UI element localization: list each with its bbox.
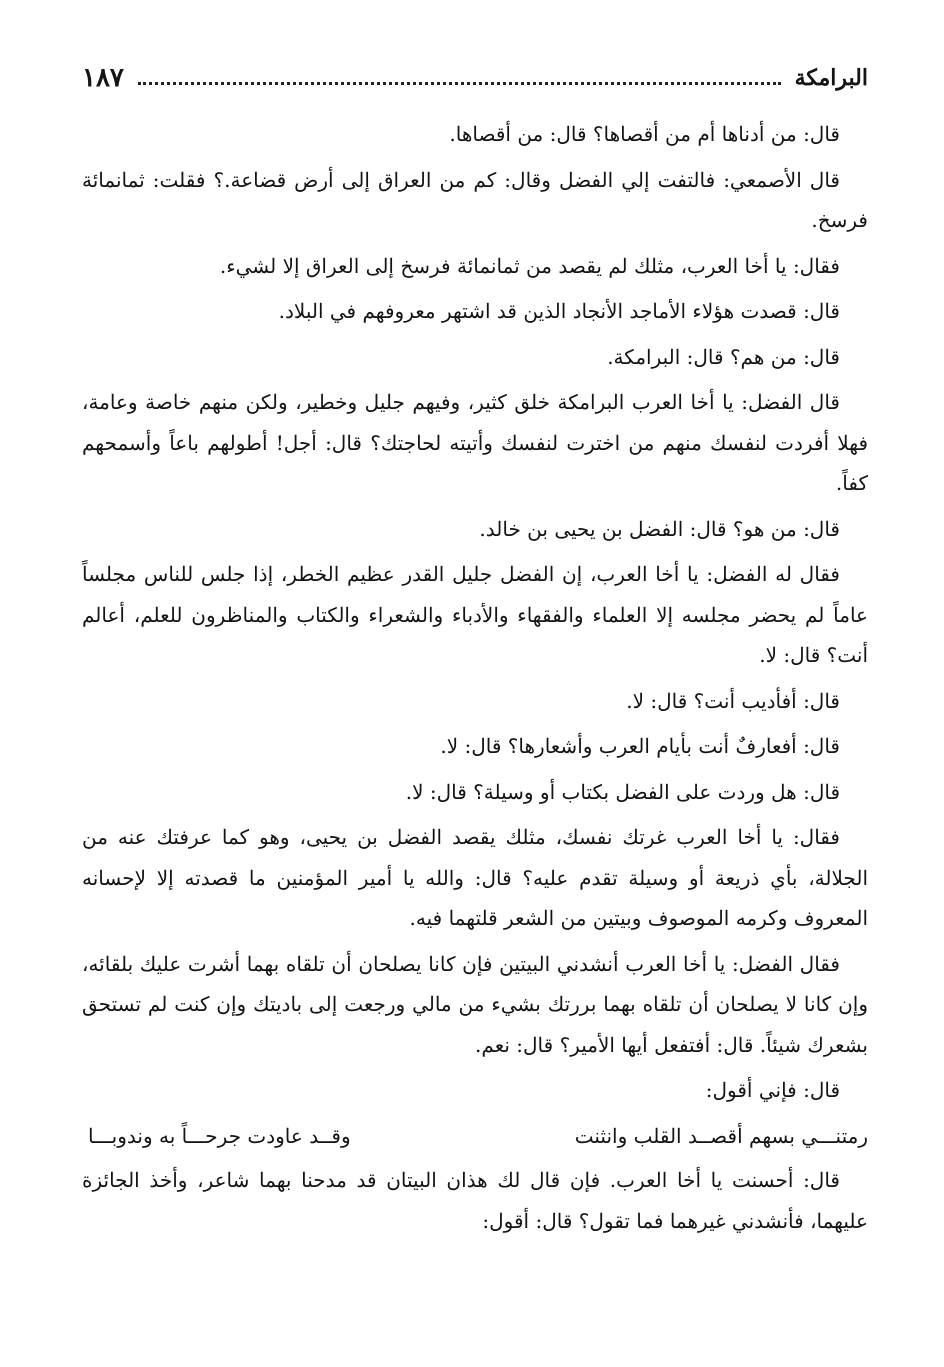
paragraph: فقال الفضل: يا أخا العرب أنشدني البيتين فإن كانا يصلحان أن تلقاه بهما أشرت عليك بلقائه، وإن كانا لا يصلحان أن تلقاه بهما بررتك بشيء من مالي ورجعت إلى باديتك وإن كنت لم تستحق بشعرك شيئاً. قال: أفتفعل أيها الأمير؟ قال: نعم. xyxy=(82,951,868,1057)
poetry-verse xyxy=(82,1116,868,1157)
paragraph: قال: أحسنت يا أخا العرب. فإن قال لك هذان البيتان قد مدحنا بهما شاعر، وأخذ الجائزة عليهما، فأنشدني غيرهما فما تقول؟ قال: أقول: xyxy=(82,1168,868,1233)
page-number: ١٨٧ xyxy=(82,63,124,93)
paragraph: فقال: يا أخا العرب، مثلك لم يقصد من ثمانمائة فرسخ إلى العراق إلا لشيء. xyxy=(219,253,840,278)
header-dot-leader xyxy=(138,82,781,85)
paragraph: قال: من هم؟ قال: البرامكة. xyxy=(607,344,840,369)
paragraph: قال الأصمعي: فالتفت إلي الفضل وقال: كم من العراق إلى أرض قضاعة.؟ فقلت: ثمانمائة فرسخ. xyxy=(82,167,868,232)
page-body xyxy=(82,114,868,1246)
paragraph: قال: أفعارفٌ أنت بأيام العرب وأشعارها؟ قال: لا. xyxy=(440,734,840,758)
paragraph: قال: من أدناها أم من أقصاها؟ قال: من أقصاها. xyxy=(449,122,840,146)
paragraph: قال: أفأديب أنت؟ قال: لا. xyxy=(626,688,840,713)
running-title: البرامكة xyxy=(794,65,868,91)
verse-first-hemistich: رمتنـــي بسهم أقصــد القلب وانثنت xyxy=(574,1123,868,1148)
page-header xyxy=(82,58,868,98)
paragraph: فقال له الفضل: يا أخا العرب، إن الفضل جليل القدر عظيم الخطر، إذا جلس للناس مجلساً عاماً لم يحضر مجلسه إلا العلماء والفقهاء والأدباء والشعراء والكتاب والمناظرون للعلم، أعالم أنت؟ قال: لا. xyxy=(82,562,868,667)
paragraph: قال: فإني أقول: xyxy=(705,1078,840,1102)
verse-second-hemistich: وقــد عاودت جرحـــاً به وندوبـــا xyxy=(88,1123,351,1148)
paragraph: قال: من هو؟ قال: الفضل بن يحيى بن خالد. xyxy=(479,516,840,541)
paragraph: قال: هل وردت على الفضل بكتاب أو وسيلة؟ قال: لا. xyxy=(405,779,840,804)
paragraph: قال الفضل: يا أخا العرب البرامكة خلق كثير، وفيهم جليل وخطير، ولكن منهم خاصة وعامة، فهلا أفردت لنفسك منهم من اخترت لنفسك وأتيته لحاجتك؟ قال: أجل! أطولهم باعاً وأسمحهم كفاً. xyxy=(82,390,868,495)
paragraph: قال: قصدت هؤلاء الأماجد الأنجاد الذين قد اشتهر معروفهم في البلاد. xyxy=(278,299,840,323)
paragraph: فقال: يا أخا العرب غرتك نفسك، مثلك يقصد الفضل بن يحيى، وهو كما عرفتك عنه من الجلالة، بأي ذريعة أو وسيلة تقدم عليه؟ قال: والله يا أمير المؤمنين ما قصدته إلا لإحسانه المعروف وكرمه الموصوف وبيتين من الشعر قلتهما فيه. xyxy=(82,825,868,930)
